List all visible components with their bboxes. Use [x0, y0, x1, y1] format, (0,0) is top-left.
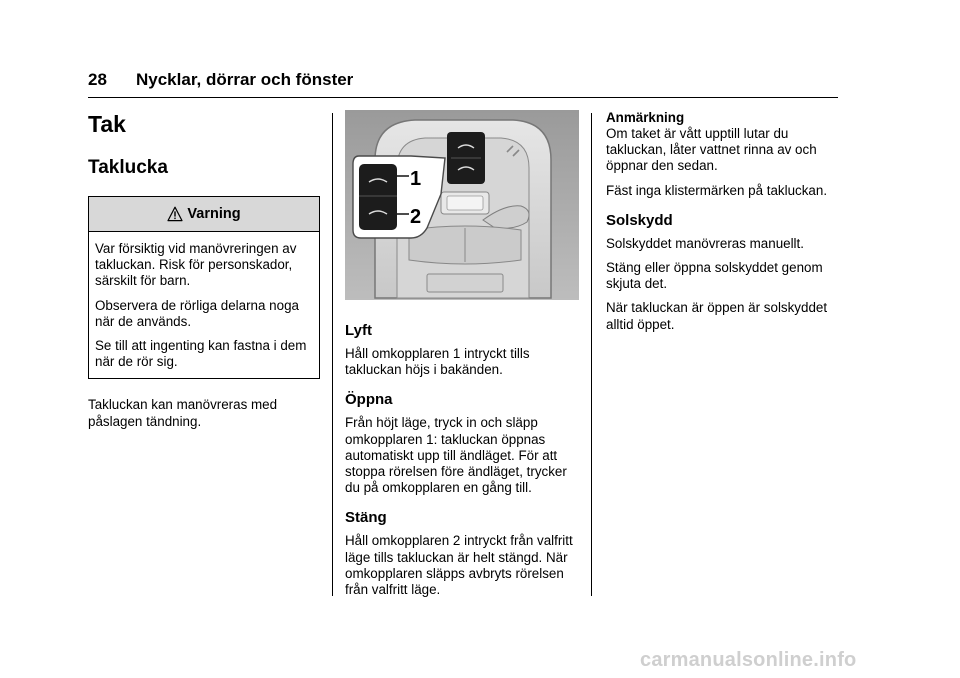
page-header: [88, 70, 838, 90]
warning-paragraph: Se till att ingenting kan fastna i dem när de rör sig.: [95, 338, 307, 370]
warning-body: [89, 232, 319, 370]
chapter-title: Nycklar, dörrar och fönster: [136, 70, 354, 89]
solskydd-paragraph-1: Solskyddet manövreras manuellt.: [606, 235, 804, 251]
section-title: Tak: [88, 111, 126, 137]
solskydd-paragraph-3: När takluckan är öppen är solskyddet alltid öppet.: [606, 300, 828, 332]
column-divider-1: [332, 113, 333, 596]
callout-1: 1: [410, 168, 422, 190]
oppna-body: Från höjt läge, tryck in och släpp omkopplaren 1: takluckan öppnas automatiskt upp till ändläget. För att stoppa rörelsen före ändläget, trycker du på omkopplaren en gång till.: [345, 415, 567, 496]
body-text: Fäst inga klistermärken på takluckan.: [606, 182, 828, 198]
sunroof-switch-illustration: [345, 110, 579, 300]
note-body: Om taket är vått upptill lutar du takluckan, låter vattnet rinna av och öppnar den sedan.: [606, 126, 817, 174]
subsection-title: Taklucka: [88, 157, 168, 178]
warning-paragraph: Var försiktig vid manövreringen av takluckan. Risk för personskador, särskilt för barn.: [95, 241, 297, 289]
body-text: Takluckan kan manövreras med påslagen tändning.: [88, 397, 278, 429]
warning-title: Varning: [187, 206, 241, 222]
warning-header: [89, 197, 319, 232]
note-title: Anmärkning: [606, 110, 685, 125]
solskydd-heading: Solskydd: [606, 211, 673, 229]
page-number: 28: [88, 70, 107, 89]
warning-box: [88, 196, 320, 379]
warning-paragraph: Observera de rörliga delarna noga när de används.: [95, 297, 299, 329]
column-divider-2: [591, 113, 592, 596]
column-right: [606, 110, 840, 341]
warning-icon: [167, 206, 183, 222]
solskydd-paragraph-2: Stäng eller öppna solskyddet genom skjuta det.: [606, 260, 823, 292]
column-left: [88, 110, 320, 438]
column-middle: [345, 110, 580, 606]
lyft-heading: Lyft: [345, 322, 372, 339]
callout-2: 2: [410, 206, 422, 228]
lyft-body: Håll omkopplaren 1 intryckt tills takluckan höjs i bakänden.: [345, 346, 530, 378]
header-rule: [88, 97, 838, 98]
stang-heading: Stäng: [345, 509, 387, 527]
stang-body: Håll omkopplaren 2 intryckt från valfritt läge tills takluckan är helt stängd. När omkopplaren släpps avbryts rörelsen från valfritt läge.: [345, 533, 573, 598]
watermark: carmanualsonline.info: [640, 649, 857, 671]
oppna-heading: Öppna: [345, 391, 393, 409]
